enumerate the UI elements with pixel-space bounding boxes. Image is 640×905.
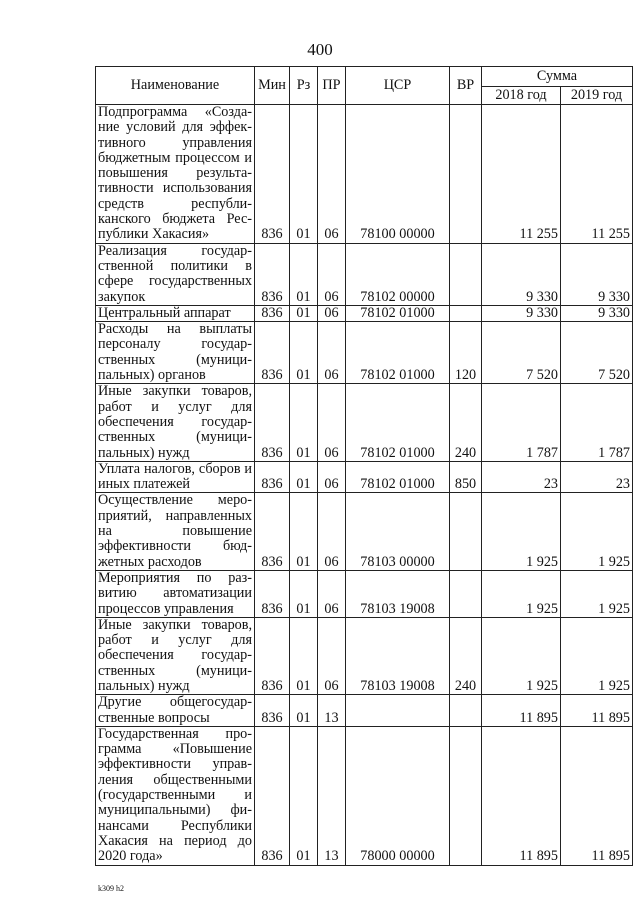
row-vr: 240 <box>450 384 482 461</box>
row-vr <box>450 305 482 321</box>
row-csr: 78102 01000 <box>346 461 450 493</box>
row-min: 836 <box>255 461 290 493</box>
row-rz: 01 <box>290 305 318 321</box>
row-amount-2018: 9 330 <box>482 243 561 305</box>
row-rz: 01 <box>290 243 318 305</box>
row-amount-2019: 1 787 <box>561 384 633 461</box>
row-name: Другие общегосударственные вопросы <box>96 695 255 727</box>
row-min: 836 <box>255 305 290 321</box>
row-name: Уплата налогов, сборов и иных платежей <box>96 461 255 493</box>
row-rz: 01 <box>290 695 318 727</box>
footer-code: k309 h2 <box>98 884 124 893</box>
header-rz: Рз <box>290 67 318 105</box>
row-rz: 01 <box>290 322 318 384</box>
header-pr: ПР <box>318 67 346 105</box>
row-pr: 06 <box>318 461 346 493</box>
row-rz: 01 <box>290 461 318 493</box>
row-vr <box>450 493 482 570</box>
header-sum: Сумма <box>482 67 633 87</box>
row-name: Центральный аппарат <box>96 305 255 321</box>
row-amount-2019: 1 925 <box>561 617 633 694</box>
row-name: Расходы на выплаты персоналу государственных (муниципальных) органов <box>96 322 255 384</box>
row-min: 836 <box>255 384 290 461</box>
row-rz: 01 <box>290 617 318 694</box>
row-csr: 78103 19008 <box>346 570 450 617</box>
row-name: Иные закупки товаров, работ и услуг для обеспечения государственных (муниципальных) нужд <box>96 384 255 461</box>
row-csr: 78102 01000 <box>346 305 450 321</box>
row-min: 836 <box>255 617 290 694</box>
row-name: Мероприятия по развитию автоматизации процессов управления <box>96 570 255 617</box>
table-row <box>96 322 633 384</box>
row-vr <box>450 695 482 727</box>
header-year-2019: 2019 год <box>561 87 633 105</box>
row-amount-2019: 1 925 <box>561 493 633 570</box>
row-csr: 78102 00000 <box>346 243 450 305</box>
row-name: Подпрограмма «Создание условий для эффективного управления бюджетным процессом и повышения результативности использования средств республиканского бюджета Республики Хакасия» <box>96 105 255 244</box>
row-amount-2019: 11 255 <box>561 105 633 244</box>
row-pr: 06 <box>318 617 346 694</box>
row-csr: 78102 01000 <box>346 384 450 461</box>
row-min: 836 <box>255 243 290 305</box>
row-amount-2019: 9 330 <box>561 243 633 305</box>
row-name: Государственная программа «Повышение эффективности управления общественными (государственными и муниципальными) финансами Республики Хакасия на период до 2020 года» <box>96 726 255 865</box>
row-vr <box>450 105 482 244</box>
row-rz: 01 <box>290 493 318 570</box>
row-csr: 78100 00000 <box>346 105 450 244</box>
row-csr: 78000 00000 <box>346 726 450 865</box>
row-vr <box>450 726 482 865</box>
header-year-2018: 2018 год <box>482 87 561 105</box>
row-name: Иные закупки товаров, работ и услуг для обеспечения государственных (муниципальных) нужд <box>96 617 255 694</box>
row-amount-2018: 23 <box>482 461 561 493</box>
row-pr: 13 <box>318 695 346 727</box>
page-number: 400 <box>307 40 333 59</box>
row-min: 836 <box>255 493 290 570</box>
row-vr: 120 <box>450 322 482 384</box>
row-csr: 78103 00000 <box>346 493 450 570</box>
row-csr: 78103 19008 <box>346 617 450 694</box>
table-row <box>96 105 633 244</box>
row-pr: 06 <box>318 243 346 305</box>
table-body <box>96 105 633 866</box>
row-min: 836 <box>255 322 290 384</box>
row-min: 836 <box>255 726 290 865</box>
row-amount-2018: 1 925 <box>482 617 561 694</box>
header-csr: ЦСР <box>346 67 450 105</box>
row-rz: 01 <box>290 570 318 617</box>
row-min: 836 <box>255 570 290 617</box>
budget-table <box>95 66 633 866</box>
row-pr: 06 <box>318 105 346 244</box>
row-amount-2019: 7 520 <box>561 322 633 384</box>
row-amount-2018: 11 895 <box>482 726 561 865</box>
row-vr: 240 <box>450 617 482 694</box>
row-pr: 06 <box>318 384 346 461</box>
table-row <box>96 243 633 305</box>
row-rz: 01 <box>290 726 318 865</box>
table-row <box>96 493 633 570</box>
row-min: 836 <box>255 105 290 244</box>
row-csr: 78102 01000 <box>346 322 450 384</box>
row-csr <box>346 695 450 727</box>
row-rz: 01 <box>290 384 318 461</box>
table-row <box>96 617 633 694</box>
row-amount-2019: 11 895 <box>561 726 633 865</box>
row-amount-2018: 9 330 <box>482 305 561 321</box>
row-amount-2019: 23 <box>561 461 633 493</box>
row-amount-2018: 7 520 <box>482 322 561 384</box>
table-row <box>96 305 633 321</box>
row-vr <box>450 570 482 617</box>
header-min: Мин <box>255 67 290 105</box>
row-amount-2019: 9 330 <box>561 305 633 321</box>
row-pr: 06 <box>318 493 346 570</box>
header-vr: ВР <box>450 67 482 105</box>
table-row <box>96 384 633 461</box>
row-amount-2018: 11 895 <box>482 695 561 727</box>
row-amount-2018: 1 787 <box>482 384 561 461</box>
row-rz: 01 <box>290 105 318 244</box>
row-name: Реализация государственной политики в сфере государственных закупок <box>96 243 255 305</box>
row-pr: 06 <box>318 570 346 617</box>
row-amount-2018: 11 255 <box>482 105 561 244</box>
row-amount-2018: 1 925 <box>482 570 561 617</box>
row-vr <box>450 243 482 305</box>
row-pr: 13 <box>318 726 346 865</box>
row-amount-2019: 1 925 <box>561 570 633 617</box>
row-name: Осуществление мероприятий, направленных на повышение эффективности бюджетных расходов <box>96 493 255 570</box>
row-min: 836 <box>255 695 290 727</box>
row-amount-2019: 11 895 <box>561 695 633 727</box>
table-row <box>96 461 633 493</box>
table-row <box>96 570 633 617</box>
row-amount-2018: 1 925 <box>482 493 561 570</box>
table-row <box>96 726 633 865</box>
row-pr: 06 <box>318 305 346 321</box>
row-pr: 06 <box>318 322 346 384</box>
table-row <box>96 695 633 727</box>
row-vr: 850 <box>450 461 482 493</box>
header-name: Наименование <box>96 67 255 105</box>
